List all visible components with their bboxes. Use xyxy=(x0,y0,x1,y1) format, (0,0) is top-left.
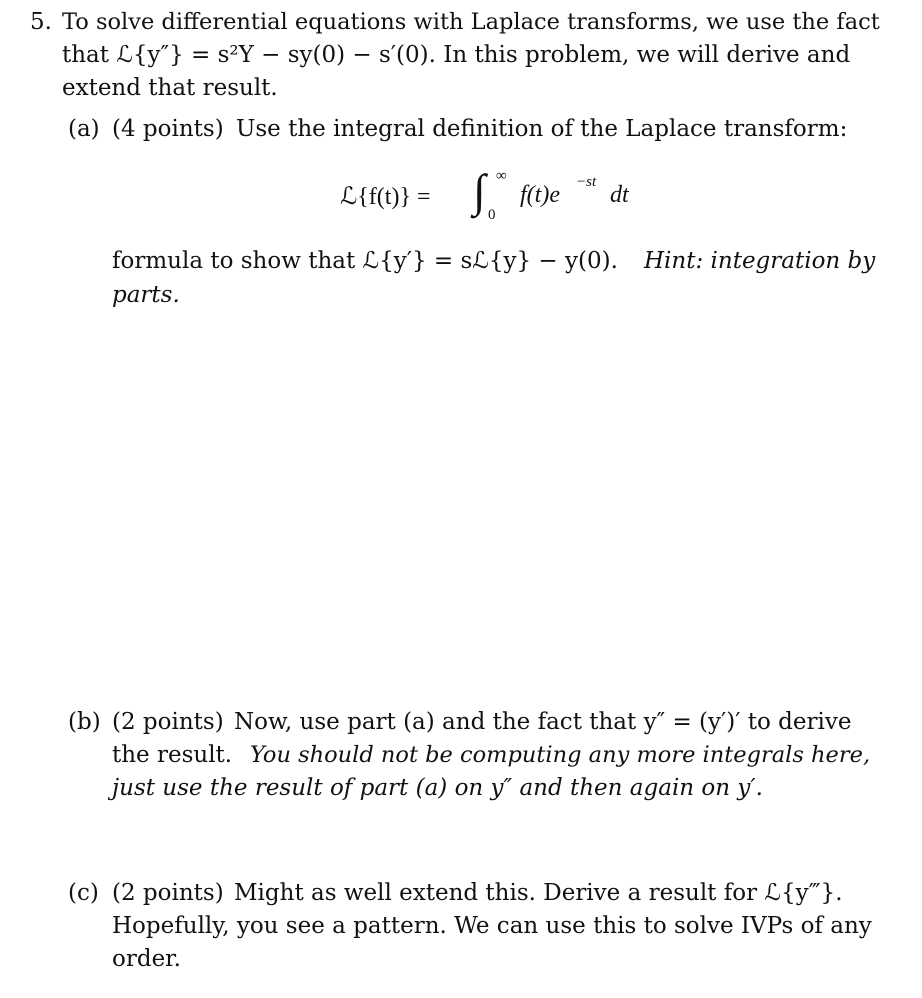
intro-line-1: To solve differential equations with Laplace transforms, we use the fact xyxy=(62,9,880,35)
integral-upper-limit: ∞ xyxy=(496,168,507,184)
part-a-text: Use the integral definition of the Laplace transform: xyxy=(236,116,848,142)
part-b-line-3: just use the result of part (a) on y″ and then again on y′. xyxy=(112,775,763,801)
part-a-label: (a) xyxy=(68,116,100,142)
part-b-line-1: Now, use part (a) and the fact that y″ = (y′)′ to derive xyxy=(234,709,852,735)
intro-line-3: extend that result. xyxy=(62,75,278,101)
integral-sign: ∫ xyxy=(473,165,486,216)
laplace-definition-equation xyxy=(340,165,650,230)
integral-lower-limit: 0 xyxy=(488,207,496,223)
part-b-line-2-italic: You should not be computing any more integrals here, xyxy=(250,742,871,768)
part-a-points: (4 points) xyxy=(112,116,224,142)
part-b-label: (b) xyxy=(68,709,101,735)
part-c-label: (c) xyxy=(68,880,99,906)
equation-integrand: f(t)e xyxy=(520,182,560,208)
part-b-line-2: the result. xyxy=(112,742,233,768)
equation-exponent: −st xyxy=(576,174,597,190)
part-c-line-1: Might as well extend this. Derive a result for ℒ{y‴}. xyxy=(234,880,843,906)
equation-differential: dt xyxy=(610,182,629,208)
part-a-hint-continued: parts. xyxy=(112,282,180,308)
problem-number: 5. xyxy=(30,9,52,35)
part-a-hint: Hint: integration by xyxy=(644,248,876,274)
part-c-line-3: order. xyxy=(112,946,181,972)
part-c-line-2: Hopefully, you see a pattern. We can use this to solve IVPs of any xyxy=(112,913,872,939)
part-a-line-1: formula to show that ℒ{y′} = sℒ{y} − y(0). xyxy=(112,248,618,274)
equation-lhs: ℒ{f(t)} = xyxy=(340,184,431,210)
intro-line-2: that ℒ{y″} = s²Y − sy(0) − s′(0). In this problem, we will derive and xyxy=(62,42,851,68)
part-c-points: (2 points) xyxy=(112,880,224,906)
part-b-points: (2 points) xyxy=(112,709,224,735)
